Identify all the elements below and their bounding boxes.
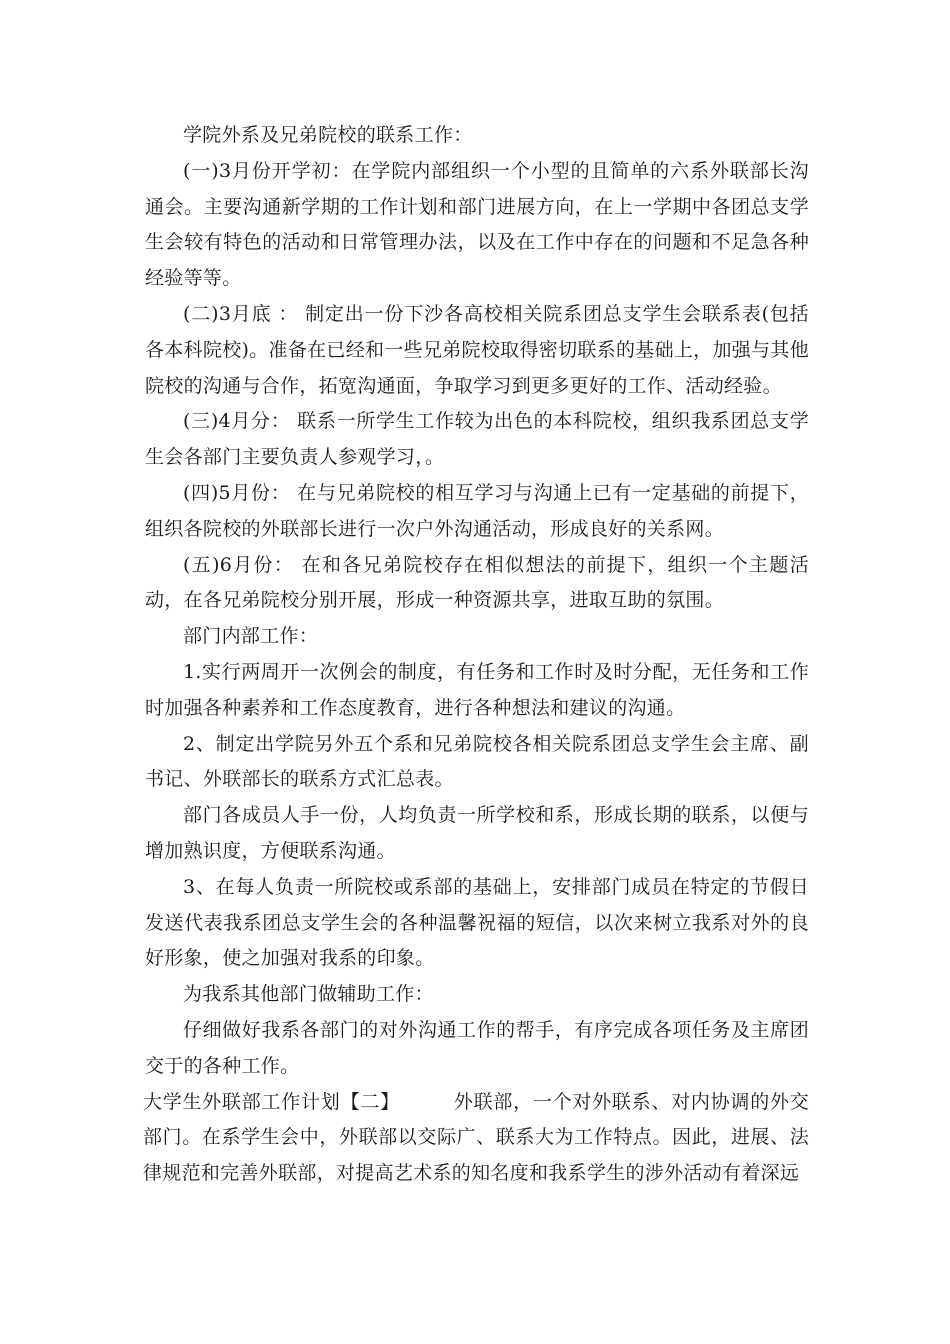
section-heading-internal-work: 部门内部工作： xyxy=(183,625,319,648)
paragraph-item-5: (五)6月份： 在和各兄弟院校存在相似想法的前提下，组织一个主题活动，在各兄弟院校分别开展，形成一种资源共享，进取互助的氛围。 xyxy=(145,553,809,612)
paragraph-internal-3: 3、在每人负责一所院校或系部的基础上，安排部门成员在特定的节假日发送代表我系团总支学生会的各种温馨祝福的短信，以次来树立我系对外的良好形象，使之加强对我系的印象。 xyxy=(145,875,809,970)
paragraph-item-3: (三)4月分： 联系一所学生工作较为出色的本科院校，组织我系团总支学生会各部门主要负责人参观学习，。 xyxy=(145,410,809,469)
plan-text: 外联部，一个对外联系、对内协调的外交部门。在系学生会中，外联部以交际广、联系大为工作特点。因此，进展、法律规范和完善外联部，对提高艺术系的知名度和我系学生的涉外活动有着深远 xyxy=(143,1090,810,1185)
section-heading-assist-work: 为我系其他部门做辅助工作： xyxy=(183,983,434,1006)
paragraph-internal-2: 2、制定出学院另外五个系和兄弟院校各相关院系团总支学生会主席、副书记、外联部长的联系方式汇总表。 xyxy=(145,732,809,791)
document-body xyxy=(145,118,809,1192)
paragraph-internal-2-detail: 部门各成员人手一份，人均负责一所学校和系，形成长期的联系，以便与增加熟识度，方便联系沟通。 xyxy=(145,804,809,862)
section-heading-external-contacts: 学院外系及兄弟院校的联系工作： xyxy=(183,124,473,146)
plan-paragraph xyxy=(143,1085,809,1192)
paragraph-assist: 仔细做好我系各部门的对外沟通工作的帮手，有序完成各项任务及主席团交于的各种工作。 xyxy=(145,1018,809,1077)
paragraph-item-4: (四)5月份： 在与兄弟院校的相互学习与沟通上已有一定基础的前提下，组织各院校的外联部长进行一次户外沟通活动，形成良好的关系网。 xyxy=(145,481,809,540)
plan-heading: 大学生外联部工作计划【二】 xyxy=(143,1090,400,1113)
paragraph-internal-1: 1.实行两周开一次例会的制度，有任务和工作时及时分配，无任务和工作时加强各种素养和工作态度教育，进行各种想法和建议的沟通。 xyxy=(145,660,809,719)
paragraph-item-1: (一)3月份开学初：在学院内部组织一个小型的且简单的六系外联部长沟通会。主要沟通新学期的工作计划和部门进展方向，在上一学期中各团总支学生会较有特色的活动和日常管理办法，以及在工作中存在的问题和不足急各种经验等等。 xyxy=(145,159,809,290)
paragraph-item-2: (二)3月底 ： 制定出一份下沙各高校相关院系团总支学生会联系表(包括各本科院校)。准备在已经和一些兄弟院校取得密切联系的基础上，加强与其他院校的沟通与合作，拓宽沟通面，争取学习到更多更好的工作、活动经验。 xyxy=(145,302,809,397)
